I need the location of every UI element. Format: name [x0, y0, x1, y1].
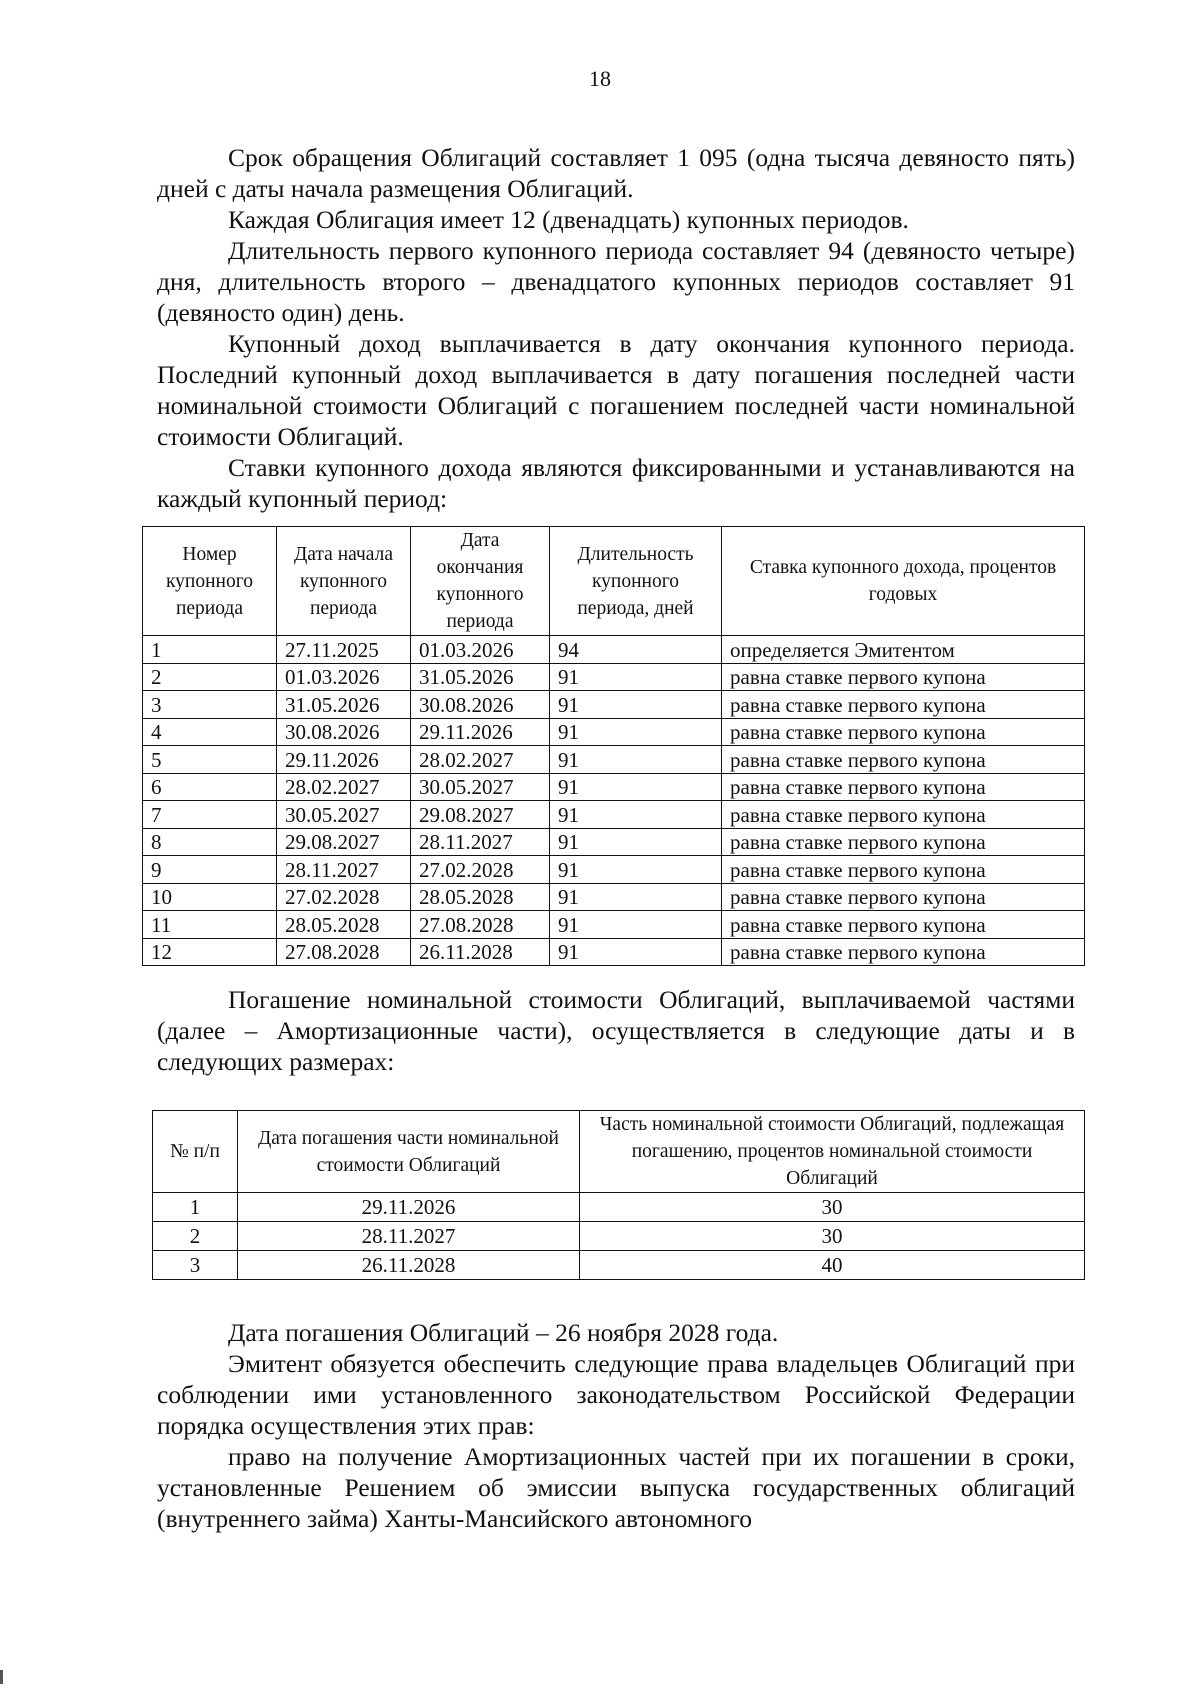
coupon-start-cell: 29.08.2027	[277, 828, 411, 856]
coupon-start-cell: 28.05.2028	[277, 911, 411, 939]
coupon-number-cell: 2	[143, 663, 277, 691]
coupon-end-cell: 30.08.2026	[411, 691, 550, 719]
coupon-end-cell: 29.08.2027	[411, 801, 550, 829]
coupon-days-cell: 91	[550, 746, 722, 774]
coupon-start-cell: 27.02.2028	[277, 883, 411, 911]
amort-index-cell: 1	[153, 1193, 238, 1222]
coupon-row	[143, 663, 1085, 691]
coupon-row	[143, 938, 1085, 966]
coupon-days-cell: 91	[550, 801, 722, 829]
coupon-table-body	[143, 636, 1085, 966]
coupon-end-cell: 01.03.2026	[411, 636, 550, 664]
coupon-rate-cell: равна ставке первого купона	[722, 801, 1085, 829]
coupon-start-cell: 27.11.2025	[277, 636, 411, 664]
amortization-row	[153, 1193, 1085, 1222]
coupon-header-duration: Длительность купонного периода, дней	[550, 527, 722, 636]
coupon-row	[143, 911, 1085, 939]
coupon-number-cell: 4	[143, 718, 277, 746]
coupon-header-number: Номер купонного периода	[143, 527, 277, 636]
coupon-row	[143, 718, 1085, 746]
coupon-rate-cell: равна ставке первого купона	[722, 718, 1085, 746]
coupon-number-cell: 5	[143, 746, 277, 774]
paragraph-coupon-count: Каждая Облигация имеет 12 (двенадцать) купонных периодов.	[228, 205, 909, 234]
page-number: 18	[589, 66, 611, 91]
coupon-header-rate: Ставка купонного дохода, процентов годовых	[722, 527, 1085, 636]
coupon-header-start-date: Дата начала купонного периода	[277, 527, 411, 636]
amort-header-share: Часть номинальной стоимости Облигаций, подлежащая погашению, процентов номинальной стоимости Облигаций	[580, 1111, 1085, 1193]
coupon-rate-cell: равна ставке первого купона	[722, 773, 1085, 801]
coupon-number-cell: 8	[143, 828, 277, 856]
amort-share-cell: 40	[580, 1251, 1085, 1280]
coupon-days-cell: 91	[550, 828, 722, 856]
coupon-days-cell: 91	[550, 773, 722, 801]
coupon-header-end-date: Дата окончания купонного периода	[411, 527, 550, 636]
closing-section	[157, 1317, 1075, 1534]
coupon-row	[143, 746, 1085, 774]
coupon-days-cell: 91	[550, 883, 722, 911]
coupon-rate-cell: равна ставке первого купона	[722, 938, 1085, 966]
coupon-end-cell: 26.11.2028	[411, 938, 550, 966]
coupon-days-cell: 91	[550, 718, 722, 746]
coupon-end-cell: 27.08.2028	[411, 911, 550, 939]
paragraph-issuer-obligations: Эмитент обязуется обеспечить следующие права владельцев Облигаций при соблюдении ими установленного законодательством Российской Федерации порядка осуществления этих прав:	[157, 1349, 1075, 1440]
coupon-row	[143, 636, 1085, 664]
coupon-rate-cell: равна ставке первого купона	[722, 856, 1085, 884]
coupon-number-cell: 12	[143, 938, 277, 966]
paragraph-circulation-term: Срок обращения Облигаций составляет 1 095 (одна тысяча девяносто пять) дней с даты начала размещения Облигаций.	[157, 143, 1075, 203]
paragraph-amortization: Погашение номинальной стоимости Облигаций, выплачиваемой частями (далее – Амортизационные части), осуществляется в следующие даты и в следующих размерах:	[157, 985, 1075, 1076]
amort-share-cell: 30	[580, 1222, 1085, 1251]
coupon-row	[143, 773, 1085, 801]
amortization-table-body	[153, 1193, 1085, 1280]
amort-header-index: № п/п	[153, 1111, 238, 1193]
coupon-rate-cell: равна ставке первого купона	[722, 746, 1085, 774]
coupon-number-cell: 6	[143, 773, 277, 801]
coupon-start-cell: 01.03.2026	[277, 663, 411, 691]
intro-section	[157, 142, 1075, 514]
coupon-row	[143, 801, 1085, 829]
paragraph-maturity-date: Дата погашения Облигаций – 26 ноября 2028 года.	[228, 1318, 779, 1347]
amort-date-cell: 29.11.2026	[238, 1193, 580, 1222]
coupon-days-cell: 91	[550, 911, 722, 939]
coupon-row	[143, 691, 1085, 719]
coupon-days-cell: 91	[550, 663, 722, 691]
coupon-end-cell: 29.11.2026	[411, 718, 550, 746]
coupon-end-cell: 28.02.2027	[411, 746, 550, 774]
coupon-start-cell: 30.08.2026	[277, 718, 411, 746]
coupon-number-cell: 10	[143, 883, 277, 911]
coupon-rate-cell: равна ставке первого купона	[722, 828, 1085, 856]
coupon-end-cell: 28.11.2027	[411, 828, 550, 856]
coupon-row	[143, 828, 1085, 856]
paragraph-holder-rights: право на получение Амортизационных частей при их погашении в сроки, установленные Решением об эмиссии выпуска государственных облигаций (внутреннего займа) Ханты-Мансийского автономного	[157, 1442, 1075, 1533]
amortization-intro	[157, 984, 1075, 1077]
coupon-number-cell: 1	[143, 636, 277, 664]
amortization-row	[153, 1251, 1085, 1280]
coupon-start-cell: 30.05.2027	[277, 801, 411, 829]
coupon-rate-cell: равна ставке первого купона	[722, 911, 1085, 939]
coupon-days-cell: 91	[550, 691, 722, 719]
amortization-row	[153, 1222, 1085, 1251]
coupon-start-cell: 28.02.2027	[277, 773, 411, 801]
scan-edge-mark	[0, 1670, 3, 1684]
coupon-number-cell: 7	[143, 801, 277, 829]
coupon-start-cell: 31.05.2026	[277, 691, 411, 719]
amort-date-cell: 26.11.2028	[238, 1251, 580, 1280]
coupon-end-cell: 31.05.2026	[411, 663, 550, 691]
amort-header-date: Дата погашения части номинальной стоимости Облигаций	[238, 1111, 580, 1193]
amort-index-cell: 3	[153, 1251, 238, 1280]
paragraph-coupon-payment: Купонный доход выплачивается в дату окончания купонного периода. Последний купонный доход выплачивается в дату погашения последней части номинальной стоимости Облигаций с погашением последней части номинальной стоимости Облигаций.	[157, 329, 1075, 451]
coupon-number-cell: 11	[143, 911, 277, 939]
paragraph-coupon-rates: Ставки купонного дохода являются фиксированными и устанавливаются на каждый купонный период:	[157, 453, 1075, 513]
coupon-row	[143, 883, 1085, 911]
coupon-number-cell: 3	[143, 691, 277, 719]
paragraph-coupon-duration: Длительность первого купонного периода составляет 94 (девяносто четыре) дня, длительность второго – двенадцатого купонных периодов составляет 91 (девяносто один) день.	[157, 236, 1075, 327]
coupon-rate-cell: равна ставке первого купона	[722, 883, 1085, 911]
coupon-rate-cell: равна ставке первого купона	[722, 691, 1085, 719]
amort-index-cell: 2	[153, 1222, 238, 1251]
coupon-days-cell: 94	[550, 636, 722, 664]
coupon-start-cell: 27.08.2028	[277, 938, 411, 966]
coupon-end-cell: 27.02.2028	[411, 856, 550, 884]
amortization-table-header	[153, 1111, 1085, 1193]
coupon-days-cell: 91	[550, 856, 722, 884]
amort-date-cell: 28.11.2027	[238, 1222, 580, 1251]
coupon-days-cell: 91	[550, 938, 722, 966]
coupon-row	[143, 856, 1085, 884]
coupon-start-cell: 28.11.2027	[277, 856, 411, 884]
coupon-rate-cell: равна ставке первого купона	[722, 663, 1085, 691]
coupon-end-cell: 28.05.2028	[411, 883, 550, 911]
coupon-end-cell: 30.05.2027	[411, 773, 550, 801]
coupon-table-header	[143, 527, 1085, 636]
amortization-table	[152, 1110, 1085, 1280]
coupon-start-cell: 29.11.2026	[277, 746, 411, 774]
coupon-rate-cell: определяется Эмитентом	[722, 636, 1085, 664]
coupon-number-cell: 9	[143, 856, 277, 884]
amort-share-cell: 30	[580, 1193, 1085, 1222]
coupon-table	[142, 526, 1085, 966]
